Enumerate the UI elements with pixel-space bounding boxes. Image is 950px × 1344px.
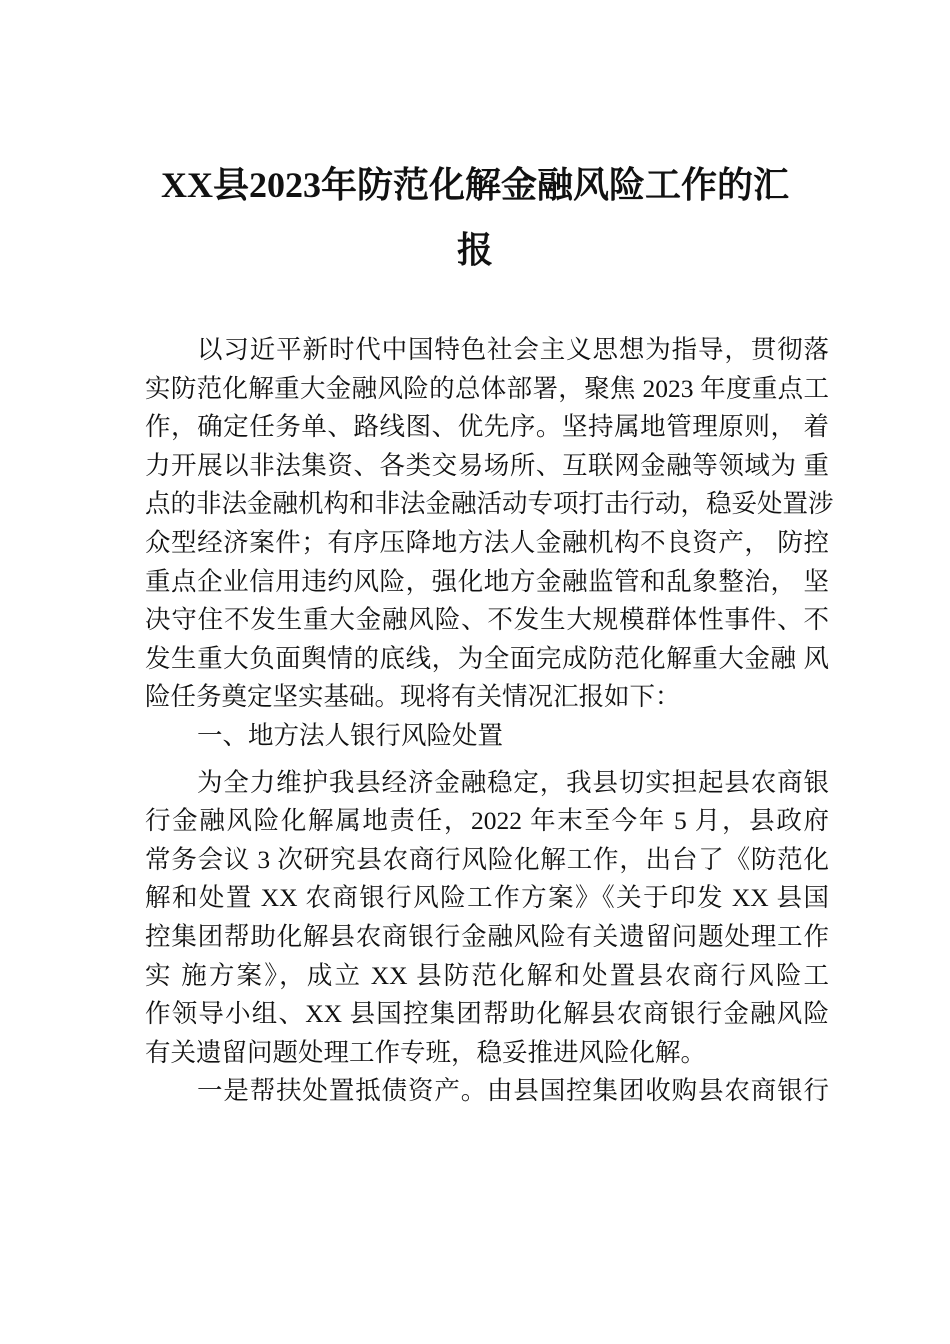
document-title-line-2: 报: [456, 230, 493, 270]
text-line: 发生重大负面舆情的底线，为全面完成防范化解重大金融 风: [145, 643, 829, 673]
text-line: 一是帮扶处置抵债资产。由县国控集团收购县农商银行: [197, 1076, 829, 1106]
text-line: 实防范化解重大金融风险的总体部署，聚焦 2023 年度重点工: [145, 373, 829, 403]
text-line: 力开展以非法集资、各类交易场所、互联网金融等领域为 重: [145, 450, 829, 480]
paragraph-asset-disposal: [145, 1072, 829, 1111]
document-body: [145, 331, 834, 1111]
section-heading-text: 一、地方法人银行风险处置: [197, 720, 504, 750]
paragraph-bank-risk: [145, 764, 829, 1073]
section-heading: [145, 717, 829, 756]
text-line: 作领导小组、XX 县国控集团帮助化解县农商银行金融风险: [145, 999, 829, 1029]
text-line: 控集团帮助化解县农商银行金融风险有关遗留问题处理工作: [145, 921, 829, 951]
text-line: 作，确定任务单、路线图、优先序。坚持属地管理原则， 着: [145, 412, 829, 442]
text-line: 众型经济案件；有序压降地方法人金融机构不良资产， 防控: [145, 527, 829, 557]
text-line: 行金融风险化解属地责任，2022 年末至今年 5 月，县政府: [145, 806, 829, 836]
text-line: 决守住不发生重大金融风险、不发生大规模群体性事件、不: [145, 605, 829, 635]
text-line: 实 施方案》，成立 XX 县防范化解和处置县农商行风险工: [145, 960, 829, 990]
text-line: 重点企业信用违约风险，强化地方金融监管和乱象整治， 坚: [145, 566, 829, 596]
text-line: 以习近平新时代中国特色社会主义思想为指导，贯彻落: [197, 335, 829, 364]
text-line: 为全力维护我县经济金融稳定，我县切实担起县农商银: [197, 767, 829, 797]
text-line: 解和处置 XX 农商银行风险工作方案》《关于印发 XX 县国: [145, 883, 829, 913]
text-line: 常务会议 3 次研究县农商行风险化解工作，出台了《防范化: [145, 844, 829, 874]
paragraph-intro: [145, 331, 834, 717]
text-line: 有关遗留问题处理工作专班，稳妥推进风险化解。: [145, 1037, 707, 1067]
document-title-line-1: XX县2023年防范化解金融风险工作的汇: [161, 165, 789, 205]
text-line: 险任务奠定坚实基础。现将有关情况汇报如下：: [145, 682, 681, 712]
text-line: 点的非法金融机构和非法金融活动专项打击行动，稳妥处置涉: [145, 489, 834, 519]
